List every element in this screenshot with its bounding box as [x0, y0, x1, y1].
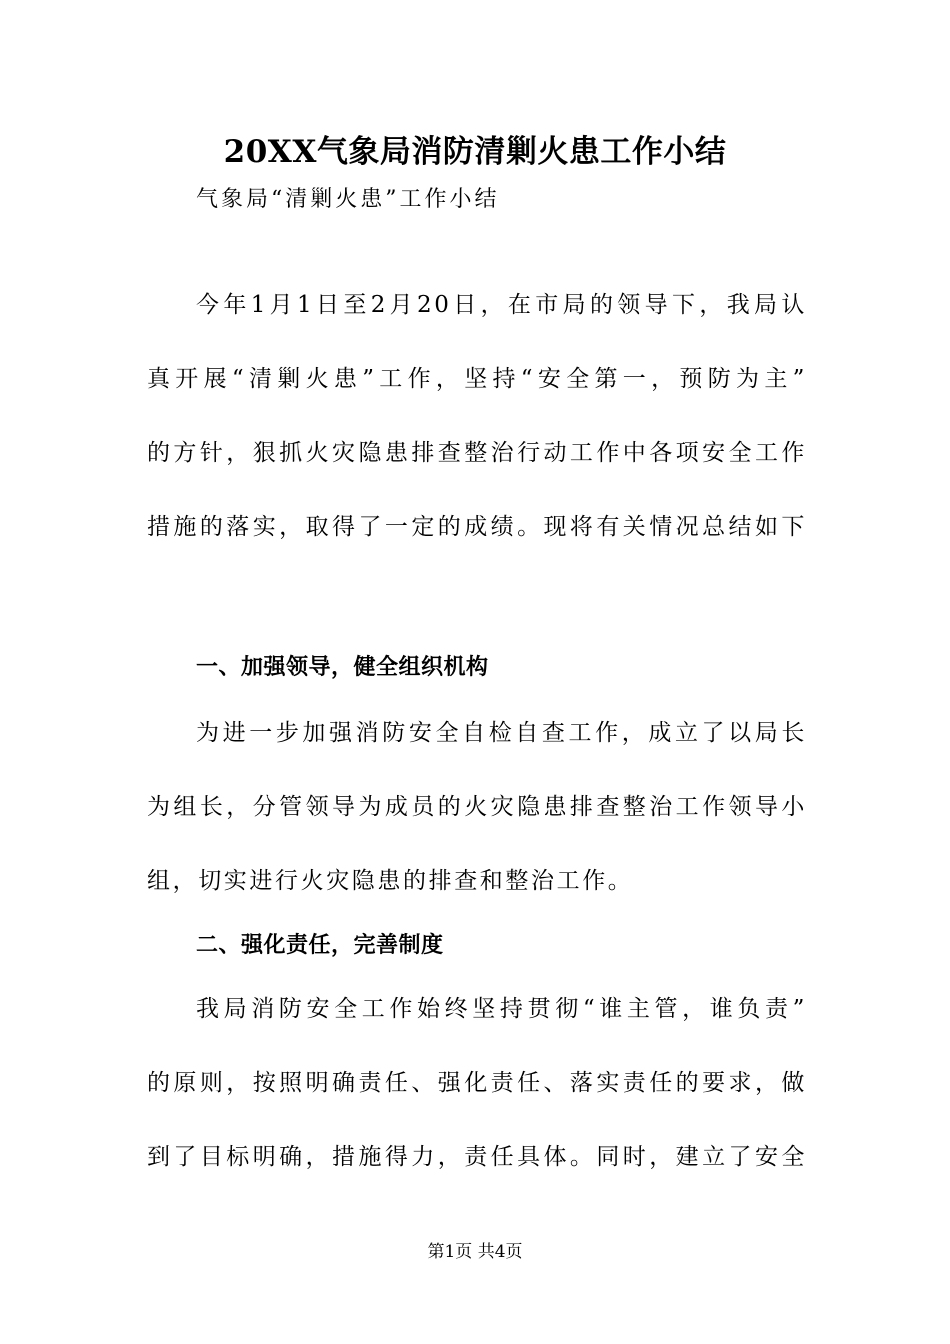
section-1-heading: 一、加强领导，健全组织机构	[196, 655, 489, 680]
section-2-line-1: 我局消防安全工作始终坚持贯彻“谁主管，谁负责”	[196, 996, 807, 1022]
intro-line-2: 真开展“清剿火患”工作，坚持“安全第一，预防为主”	[147, 366, 807, 392]
section-1-line-2: 为组长，分管领导为成员的火灾隐患排查整治工作领导小	[147, 794, 807, 820]
page-footer: 第1页 共4页	[427, 1242, 523, 1262]
section-2-paragraph	[147, 972, 807, 1194]
section-2-heading: 二、强化责任，完善制度	[196, 933, 444, 958]
intro-line-3: 的方针，狠抓火灾隐患排查整治行动工作中各项安全工作	[147, 440, 807, 466]
section-1-line-3: 组，切实进行火灾隐患的排查和整治工作。	[147, 868, 634, 894]
section-2-line-3: 到了目标明确，措施得力，责任具体。同时，建立了安全	[147, 1144, 807, 1170]
document-title: 20XX气象局消防清剿火患工作小结	[223, 134, 727, 170]
intro-paragraph	[147, 268, 807, 564]
document-subtitle: 气象局“清剿火患”工作小结	[196, 187, 500, 212]
intro-line-1: 今年1月1日至2月20日，在市局的领导下，我局认	[196, 292, 807, 318]
intro-line-4: 措施的落实，取得了一定的成绩。现将有关情况总结如下	[147, 514, 807, 540]
section-2-line-2: 的原则，按照明确责任、强化责任、落实责任的要求，做	[147, 1070, 807, 1096]
section-1-paragraph	[147, 696, 807, 918]
section-1-line-1: 为进一步加强消防安全自检自查工作，成立了以局长	[196, 720, 807, 746]
